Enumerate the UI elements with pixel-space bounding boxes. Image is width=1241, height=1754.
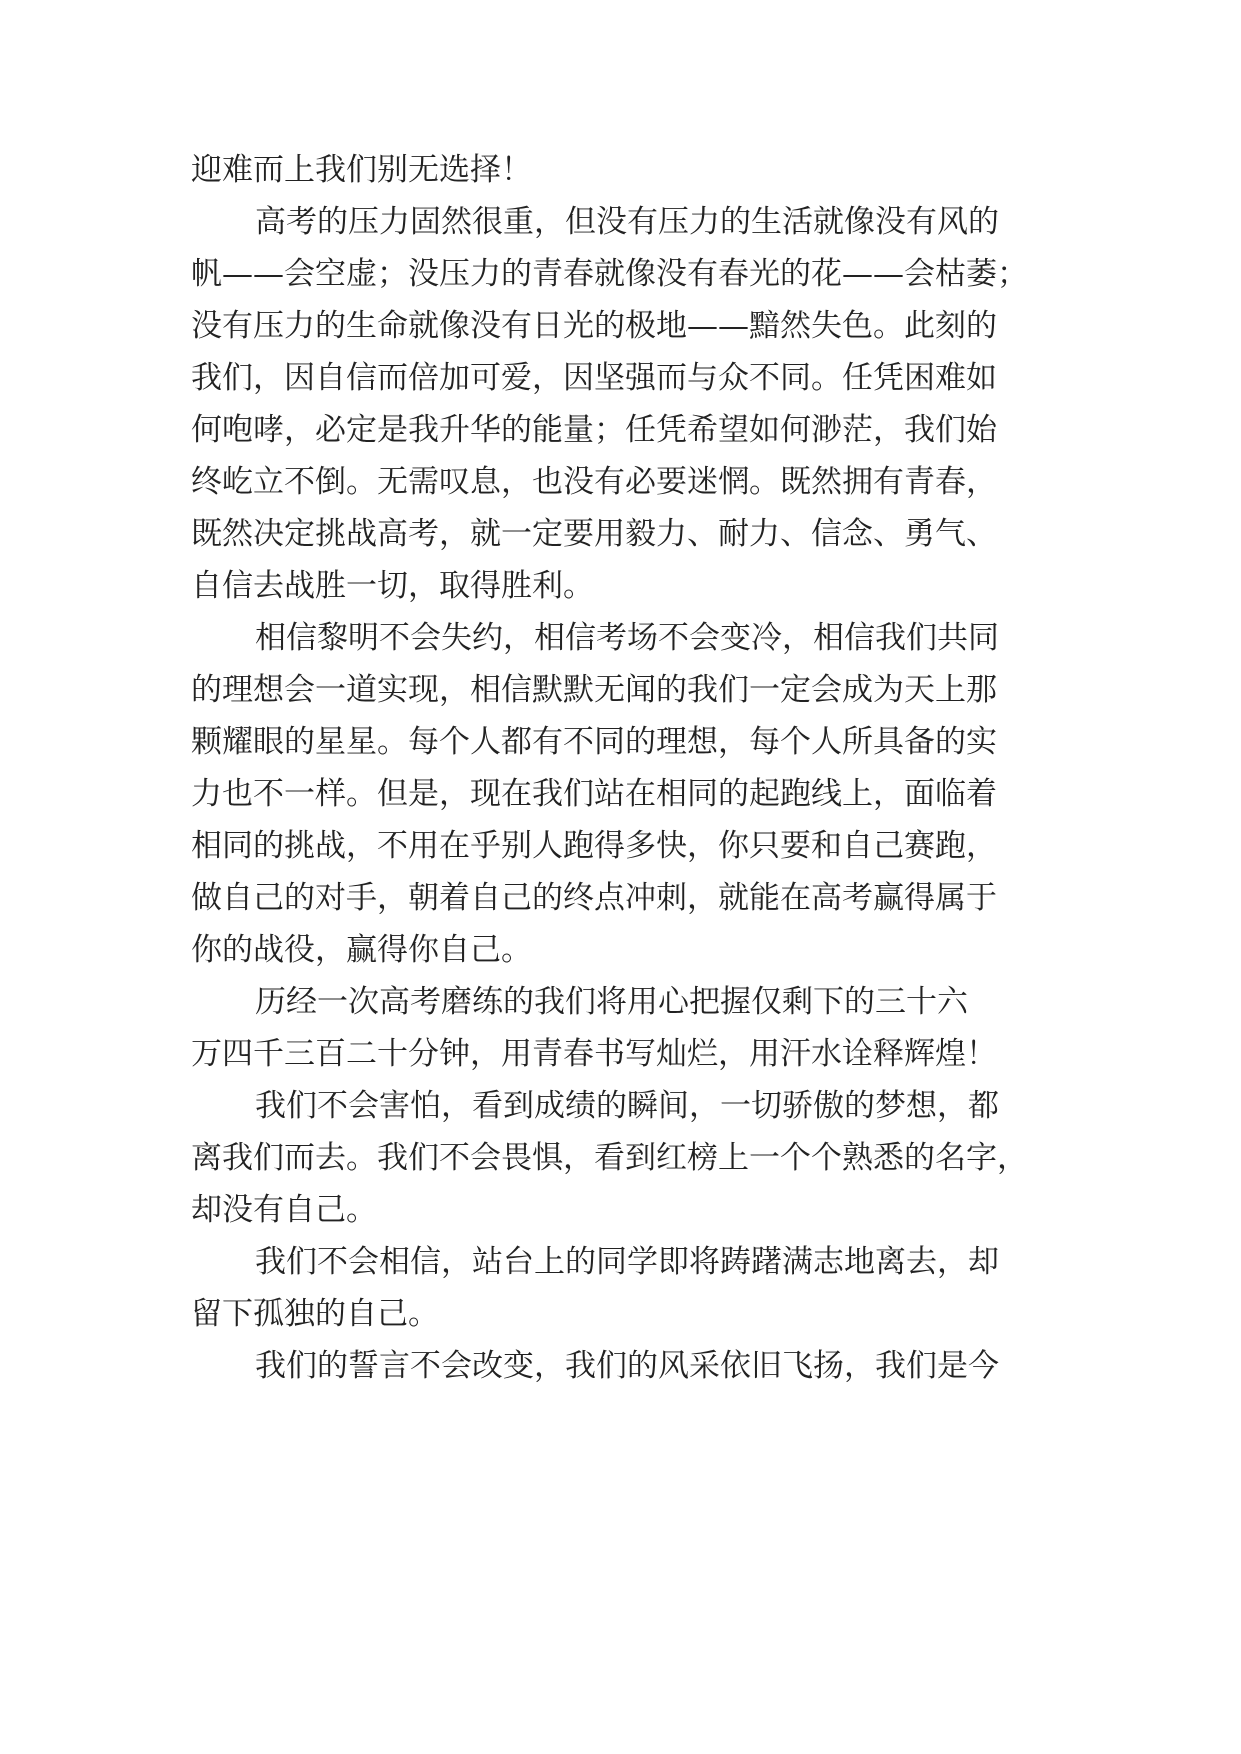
text-line: 力也不一样。但是，现在我们站在相同的起跑线上，面临着 — [191, 776, 997, 812]
text-line: 颗耀眼的星星。每个人都有不同的理想，每个人所具备的实 — [191, 724, 997, 760]
text-line: 终屹立不倒。无需叹息，也没有必要迷惘。既然拥有青春， — [191, 464, 997, 500]
paragraph-first-line: 高考的压力固然很重，但没有压力的生活就像没有风的 — [255, 204, 999, 240]
text-line: 既然决定挑战高考，就一定要用毅力、耐力、信念、勇气、 — [191, 516, 997, 552]
text-line: 自信去战胜一切，取得胜利。 — [191, 568, 594, 604]
text-line: 留下孤独的自己。 — [191, 1296, 439, 1332]
paragraph-first-line: 历经一次高考磨练的我们将用心把握仅剩下的三十六 — [255, 984, 968, 1020]
text-line: 却没有自己。 — [191, 1192, 377, 1228]
text-line: 相同的挑战，不用在乎别人跑得多快，你只要和自己赛跑， — [191, 828, 997, 864]
text-line: 你的战役，赢得你自己。 — [191, 932, 532, 968]
paragraph-first-line: 我们不会害怕，看到成绩的瞬间，一切骄傲的梦想，都 — [255, 1088, 999, 1124]
text-line: 的理想会一道实现，相信默默无闻的我们一定会成为天上那 — [191, 672, 997, 708]
text-line: 做自己的对手，朝着自己的终点冲刺，就能在高考赢得属于 — [191, 880, 997, 916]
text-line: 离我们而去。我们不会畏惧，看到红榜上一个个熟悉的名字， — [191, 1140, 1028, 1176]
text-line: 万四千三百二十分钟，用青春书写灿烂，用汗水诠释辉煌！ — [191, 1036, 997, 1072]
text-line: 迎难而上我们别无选择！ — [191, 152, 532, 188]
text-line: 帆——会空虚；没压力的青春就像没有春光的花——会枯萎； — [191, 256, 1028, 292]
text-line: 何咆哮，必定是我升华的能量；任凭希望如何渺茫，我们始 — [191, 412, 997, 448]
text-line: 我们，因自信而倍加可爱，因坚强而与众不同。任凭困难如 — [191, 360, 997, 396]
paragraph-first-line: 我们的誓言不会改变，我们的风采依旧飞扬，我们是今 — [255, 1348, 999, 1384]
paragraph-first-line: 我们不会相信，站台上的同学即将踌躇满志地离去，却 — [255, 1244, 999, 1280]
text-line: 没有压力的生命就像没有日光的极地——黯然失色。此刻的 — [191, 308, 997, 344]
paragraph-first-line: 相信黎明不会失约，相信考场不会变冷，相信我们共同 — [255, 620, 999, 656]
